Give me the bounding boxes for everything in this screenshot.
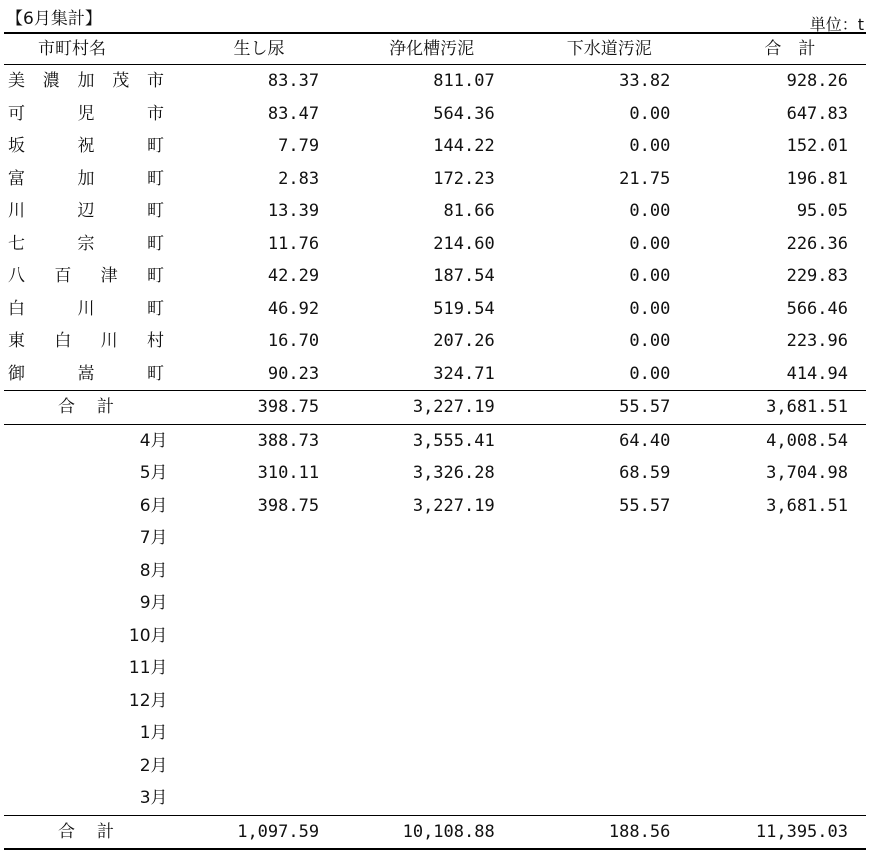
value-septic-sludge: 81.66: [443, 201, 495, 221]
municipality-row: [4, 98, 866, 131]
value-sewer-sludge: 0.00: [629, 266, 671, 286]
municipality-name: 白 川 町: [8, 298, 164, 319]
value-total: [690, 652, 866, 685]
value-raw-night-soil: 90.23: [267, 363, 320, 384]
value-sewer-sludge: [515, 685, 691, 718]
municipality-row: [4, 65, 866, 98]
grand-total-row: [4, 815, 866, 849]
municipality-name: 御 嵩 町: [8, 363, 164, 384]
month-row: [4, 424, 866, 457]
month-label: 12月: [128, 690, 168, 711]
value-septic-sludge: 564.36: [433, 103, 495, 124]
value-septic-sludge: [339, 652, 515, 685]
value-septic-sludge: [339, 522, 515, 555]
value-septic-sludge: 187.54: [433, 266, 495, 286]
value-septic-sludge: [339, 620, 515, 653]
month-row: [4, 782, 866, 815]
month-label: 2月: [139, 755, 168, 776]
value-septic-sludge: 3,326.28: [412, 463, 495, 483]
value-total: 3,704.98: [766, 463, 848, 483]
value-sewer-sludge: [515, 782, 691, 815]
month-row: [4, 750, 866, 783]
municipality-name: 可 児 市: [8, 103, 164, 124]
value-total: [690, 587, 866, 620]
value-sewer-sludge: [515, 522, 691, 555]
value-raw-night-soil: 398.75: [257, 495, 320, 516]
municipality-name: 東 白 川 村: [8, 331, 164, 351]
value-raw-night-soil: [172, 620, 340, 653]
value-sewer-sludge: 55.57: [619, 495, 671, 516]
value-total: [690, 685, 866, 718]
header-total: 合 計: [690, 33, 866, 65]
value-raw-night-soil: [172, 555, 340, 588]
grand-total-total: 11,395.03: [690, 815, 866, 849]
value-total: [690, 620, 866, 653]
municipality-row: [4, 163, 866, 196]
value-total: 4,008.54: [766, 430, 848, 451]
municipality-row: [4, 325, 866, 358]
month-label: 1月: [139, 723, 168, 743]
municipality-name: 川 辺 町: [8, 201, 164, 221]
month-label: 6月: [139, 495, 168, 516]
value-raw-night-soil: 13.39: [267, 201, 320, 221]
value-sewer-sludge: 0.00: [629, 201, 671, 221]
value-sewer-sludge: 64.40: [619, 430, 671, 451]
month-row: [4, 490, 866, 523]
grand-total-septic: 10,108.88: [339, 815, 515, 849]
municipality-name: 八 百 津 町: [8, 266, 164, 286]
value-sewer-sludge: 0.00: [629, 136, 671, 156]
value-raw-night-soil: [172, 685, 340, 718]
value-total: [690, 782, 866, 815]
value-septic-sludge: [339, 555, 515, 588]
month-label: 5月: [139, 463, 168, 483]
header-septic-sludge: 浄化槽汚泥: [339, 33, 515, 65]
value-sewer-sludge: 0.00: [629, 363, 671, 384]
value-raw-night-soil: [172, 782, 340, 815]
municipality-row: [4, 228, 866, 261]
month-label: 11月: [128, 658, 168, 678]
value-total: 3,681.51: [766, 495, 848, 516]
month-label: 4月: [139, 430, 168, 451]
subtotal-label: 合 計: [4, 391, 172, 425]
month-row: [4, 522, 866, 555]
value-septic-sludge: 214.60: [433, 233, 495, 254]
subtotal-sewer: 55.57: [515, 391, 691, 425]
municipality-name: 富 加 町: [8, 168, 164, 189]
value-septic-sludge: [339, 587, 515, 620]
value-raw-night-soil: 388.73: [257, 430, 320, 451]
grand-total-raw: 1,097.59: [172, 815, 340, 849]
value-total: 647.83: [786, 103, 848, 124]
value-sewer-sludge: 0.00: [629, 331, 671, 351]
value-total: 95.05: [796, 201, 848, 221]
value-raw-night-soil: 83.47: [267, 103, 320, 124]
municipality-row: [4, 195, 866, 228]
month-label: 3月: [139, 788, 168, 808]
month-label: 8月: [139, 560, 168, 581]
month-row: [4, 587, 866, 620]
value-sewer-sludge: 68.59: [619, 463, 671, 483]
value-total: [690, 717, 866, 750]
value-raw-night-soil: 7.79: [278, 136, 320, 156]
value-raw-night-soil: [172, 652, 340, 685]
month-row: [4, 555, 866, 588]
month-row: [4, 652, 866, 685]
unit-label: 単位：t: [809, 15, 864, 34]
value-raw-night-soil: 11.76: [267, 233, 320, 254]
value-sewer-sludge: [515, 620, 691, 653]
value-septic-sludge: [339, 717, 515, 750]
value-sewer-sludge: [515, 652, 691, 685]
municipality-row: [4, 260, 866, 293]
subtotal-row: [4, 391, 866, 425]
subtotal-raw: 398.75: [172, 391, 340, 425]
municipality-name: 坂 祝 町: [8, 136, 164, 156]
value-septic-sludge: [339, 750, 515, 783]
value-sewer-sludge: 0.00: [629, 103, 671, 124]
month-row: [4, 620, 866, 653]
month-row: [4, 685, 866, 718]
value-sewer-sludge: [515, 750, 691, 783]
value-septic-sludge: 324.71: [433, 363, 495, 384]
municipality-row: [4, 293, 866, 326]
value-raw-night-soil: 42.29: [267, 266, 320, 286]
subtotal-septic: 3,227.19: [339, 391, 515, 425]
value-sewer-sludge: 0.00: [629, 233, 671, 254]
municipality-row: [4, 358, 866, 391]
header-sewer-sludge: 下水道汚泥: [515, 33, 691, 65]
value-raw-night-soil: 2.83: [278, 168, 320, 189]
value-raw-night-soil: [172, 522, 340, 555]
value-sewer-sludge: [515, 717, 691, 750]
report-title: 【6月集計】: [6, 9, 102, 29]
value-sewer-sludge: [515, 555, 691, 588]
value-sewer-sludge: [515, 587, 691, 620]
value-septic-sludge: 811.07: [433, 71, 495, 91]
value-total: [690, 750, 866, 783]
header-municipality: 市町村名: [4, 33, 172, 65]
value-total: 223.96: [786, 331, 848, 351]
municipality-name: 七 宗 町: [8, 233, 164, 254]
month-label: 7月: [139, 528, 168, 548]
value-total: [690, 522, 866, 555]
value-total: 229.83: [786, 266, 848, 286]
value-septic-sludge: 144.22: [433, 136, 495, 156]
value-septic-sludge: 172.23: [433, 168, 495, 189]
value-sewer-sludge: 0.00: [629, 298, 671, 319]
value-septic-sludge: [339, 782, 515, 815]
municipality-row: [4, 130, 866, 163]
summary-table: [4, 32, 866, 850]
value-raw-night-soil: 46.92: [267, 298, 320, 319]
value-total: [690, 555, 866, 588]
value-total: 566.46: [786, 298, 848, 319]
value-raw-night-soil: [172, 717, 340, 750]
month-label: 10月: [128, 625, 168, 646]
value-septic-sludge: 207.26: [433, 331, 495, 351]
value-total: 226.36: [786, 233, 848, 254]
header-raw-night-soil: 生し尿: [172, 33, 340, 65]
value-septic-sludge: [339, 685, 515, 718]
value-raw-night-soil: [172, 750, 340, 783]
value-raw-night-soil: 83.37: [267, 71, 320, 91]
header-row: [4, 33, 866, 65]
value-sewer-sludge: 21.75: [619, 168, 671, 189]
municipality-name: 美 濃 加 茂 市: [8, 71, 164, 91]
value-raw-night-soil: [172, 587, 340, 620]
value-total: 414.94: [786, 363, 848, 384]
month-label: 9月: [139, 593, 168, 613]
value-raw-night-soil: 16.70: [267, 331, 320, 351]
value-total: 928.26: [786, 71, 848, 91]
month-row: [4, 457, 866, 490]
subtotal-total: 3,681.51: [690, 391, 866, 425]
month-row: [4, 717, 866, 750]
value-total: 196.81: [786, 168, 848, 189]
grand-total-label: 合 計: [4, 815, 172, 849]
value-sewer-sludge: 33.82: [619, 71, 671, 91]
value-raw-night-soil: 310.11: [257, 463, 320, 483]
value-septic-sludge: 519.54: [433, 298, 495, 319]
value-septic-sludge: 3,555.41: [412, 430, 495, 451]
value-total: 152.01: [786, 136, 848, 156]
value-septic-sludge: 3,227.19: [412, 495, 495, 516]
grand-total-sewer: 188.56: [515, 815, 691, 849]
